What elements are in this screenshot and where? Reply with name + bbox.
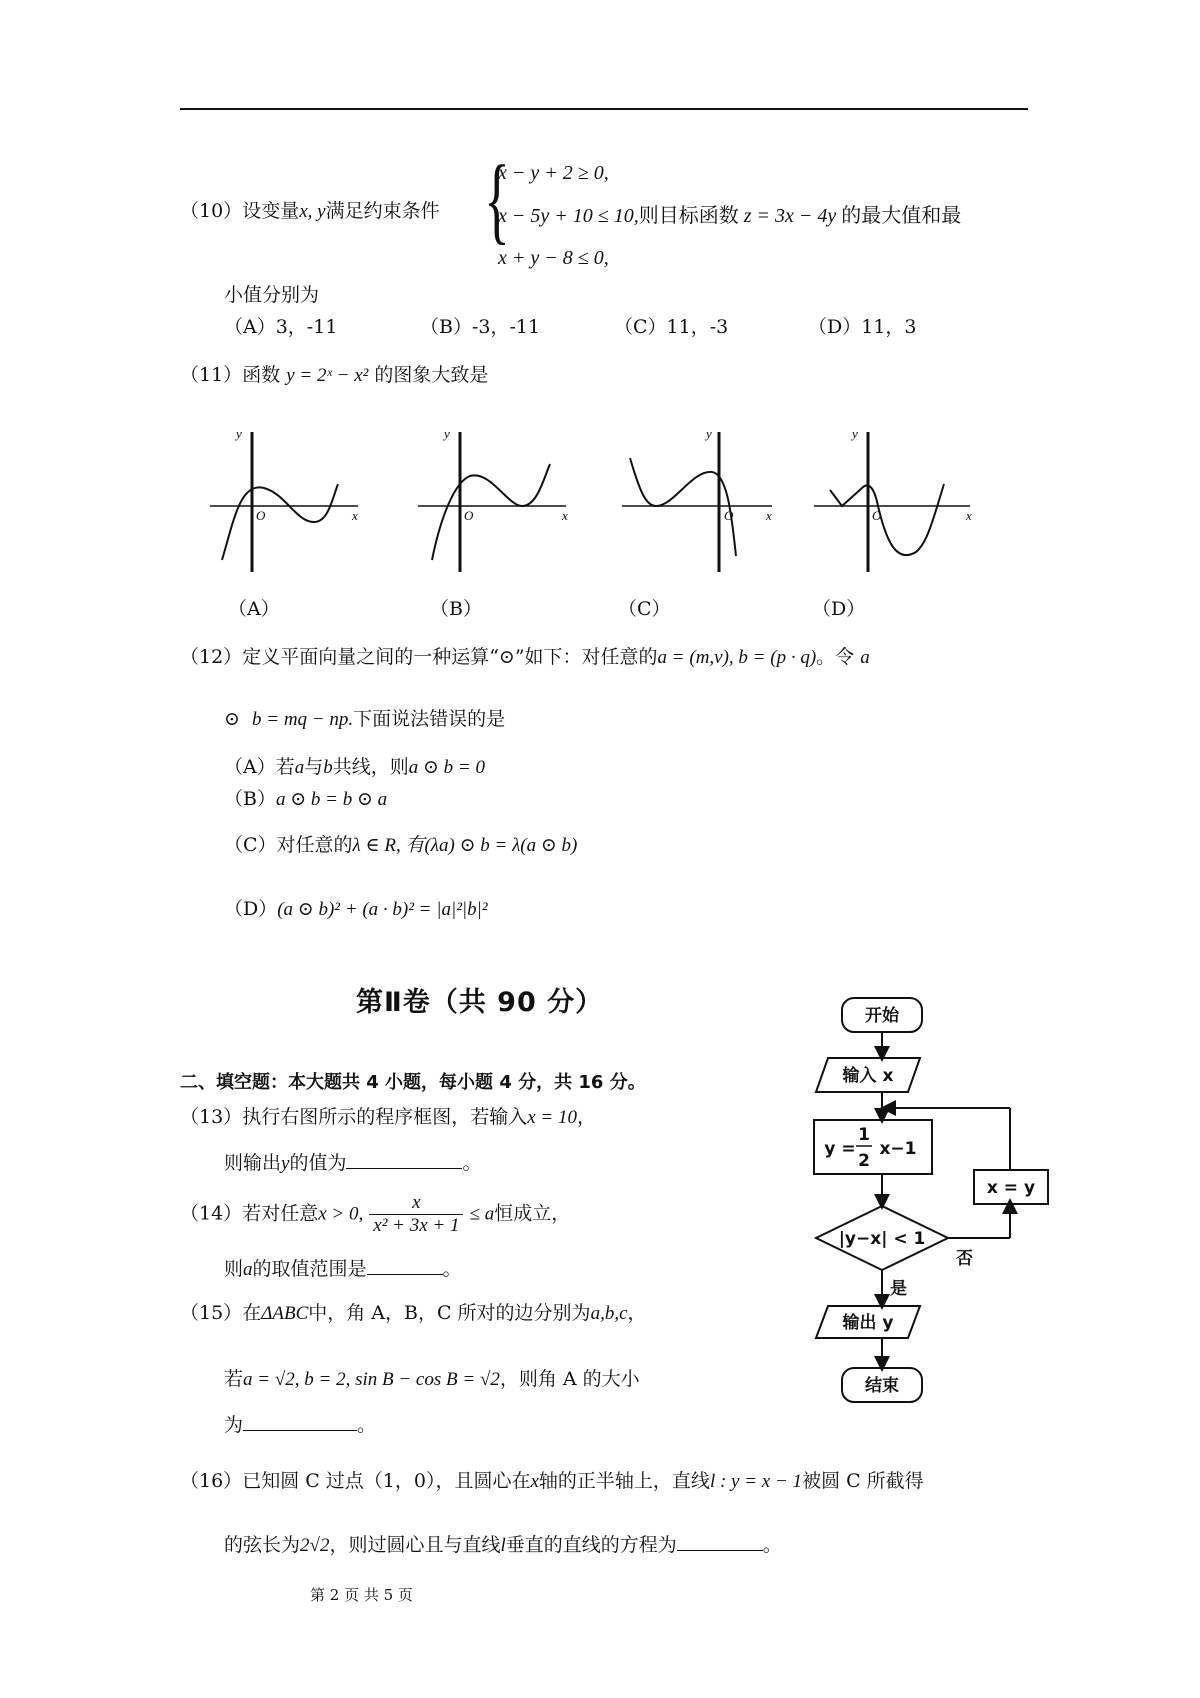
- q16-l1-pre: 已知圆 C 过点（1，0），且圆心在: [242, 1470, 531, 1492]
- q15-l3-pre: 为: [224, 1414, 244, 1436]
- q10-option-a: （A）3，-11: [224, 316, 338, 338]
- q10-constraint-2-row: [498, 194, 961, 237]
- header-rule: [180, 108, 1028, 110]
- q10-constraint-1: x − y + 2 ≥ 0,: [498, 162, 609, 184]
- q12-option-c: [224, 830, 577, 857]
- fc-loop-label: x = y: [986, 1178, 1036, 1198]
- graph-b-x-label: x: [562, 508, 568, 523]
- q14-frac-num: x: [369, 1192, 463, 1215]
- fc-assign-rest: x−1: [879, 1139, 917, 1159]
- fc-input-label: 输入 x: [842, 1066, 894, 1086]
- q16-l2-pre: 的弦长为: [224, 1534, 301, 1556]
- q12-odot: ⊙: [224, 708, 240, 730]
- q10-constraints: [498, 152, 961, 279]
- q15-sides: a,b,c: [590, 1303, 628, 1324]
- q12-a-expr: a ⊙ b = 0: [408, 757, 486, 778]
- q15-l1-pre: 在: [242, 1302, 262, 1324]
- flowchart: [800, 988, 1080, 1428]
- q12-a-var-b: b: [323, 757, 333, 778]
- q14-l2-mid: 的取值范围是: [252, 1258, 367, 1280]
- graph-b-y-label: y: [444, 426, 450, 441]
- q12-a-mid: 与: [304, 756, 324, 778]
- q10-objective: z = 3x − 4y: [743, 205, 837, 227]
- graph-c-origin: O: [724, 508, 734, 523]
- q10-option-d: （D）11，3: [808, 316, 917, 338]
- section-heading: 二、填空题：本大题共 4 小题，每小题 4 分，共 16 分。: [180, 1072, 646, 1093]
- q13-input: x = 10: [527, 1107, 577, 1128]
- q16-l1-x: x: [530, 1471, 539, 1492]
- graph-b-origin: O: [464, 508, 474, 523]
- q12-b-pre: （B）: [224, 788, 276, 810]
- q12-question: 下面说法错误的是: [353, 708, 506, 730]
- q15-triangle: ΔABC: [261, 1303, 309, 1324]
- q14-frac-den: x² + 3x + 1: [373, 1215, 460, 1236]
- q14-line2: [224, 1254, 462, 1281]
- q13-l2-pre: 则输出: [224, 1152, 282, 1174]
- q14-line1: [180, 1192, 570, 1237]
- q16-l1-end: 被圆 C 所截得: [802, 1470, 924, 1492]
- q12-definition: b = mq − np.: [252, 709, 354, 730]
- q14-number: （14）: [180, 1202, 243, 1225]
- q10-constraint-3: x + y − 8 ≤ 0,: [498, 247, 609, 269]
- q12-a-pre: （A）若: [224, 756, 295, 778]
- q16-l1-mid: 轴的正半轴上，直线: [538, 1470, 710, 1492]
- q11-text: 函数: [242, 364, 281, 386]
- graph-d-y-label: y: [852, 426, 858, 441]
- fc-start-label: 开始: [865, 1006, 899, 1026]
- fc-no-label: 否: [956, 1249, 973, 1269]
- graph-c-y-label: y: [706, 426, 712, 441]
- q15-line3: [224, 1410, 376, 1437]
- fc-output-label: 输出 y: [842, 1313, 894, 1333]
- q16-line1: [180, 1466, 924, 1493]
- graph-a: [210, 432, 358, 572]
- graph-d-label: （D）: [812, 598, 866, 620]
- q12-option-d: [224, 894, 488, 921]
- q15-l2-pre: 若: [224, 1368, 244, 1390]
- q15-l3-end: 。: [357, 1414, 377, 1436]
- q10-option-c: （C）11，-3: [614, 316, 729, 338]
- q16-number: （16）: [180, 1470, 243, 1492]
- q12-b-expr: a ⊙ b = b ⊙ a: [275, 789, 388, 810]
- q14-ineq: ≤ a: [469, 1203, 495, 1225]
- q10-text-mid: 满足约束条件: [325, 200, 440, 222]
- q10-vars: x, y: [299, 201, 326, 222]
- graph-d-x-label: x: [966, 508, 972, 523]
- q10-line1: [180, 196, 440, 223]
- q15-answer-blank[interactable]: [243, 1412, 357, 1431]
- q14-l2-pre: 则: [224, 1258, 244, 1280]
- fc-assign-frac-den: 2: [858, 1151, 870, 1171]
- q15-l2-post: ，则角 A 的大小: [499, 1368, 640, 1390]
- q15-number: （15）: [180, 1302, 243, 1324]
- q13-line2: [224, 1148, 481, 1175]
- q15-line1: [180, 1298, 647, 1325]
- q11-stem: [180, 360, 488, 387]
- q14-l2-var: a: [243, 1259, 253, 1280]
- graph-a-origin: O: [256, 508, 266, 523]
- graph-a-x-label: x: [352, 508, 358, 523]
- q11-graphs: [200, 420, 980, 580]
- q14-l2-end: 。: [442, 1258, 462, 1280]
- q13-comma: ，: [576, 1106, 596, 1128]
- q16-line2: [224, 1530, 782, 1557]
- q12-a: a: [860, 647, 870, 668]
- part2-title: 第Ⅱ卷（共 90 分）: [356, 987, 604, 1018]
- q16-answer-blank[interactable]: [677, 1532, 763, 1551]
- fc-end-label: 结束: [865, 1376, 899, 1396]
- graph-c-x-label: x: [766, 508, 772, 523]
- q14-cond: x > 0,: [318, 1203, 364, 1225]
- q14-fraction: [369, 1192, 463, 1237]
- q12-option-a: [224, 752, 485, 779]
- q16-l2-mid2: 垂直的直线的方程为: [505, 1534, 677, 1556]
- q15-l1-mid: 中，角 A，B，C 所对的边分别为: [308, 1302, 591, 1324]
- graph-c-label: （C）: [618, 598, 671, 620]
- q16-chord: 2√2: [300, 1535, 330, 1556]
- q12-option-b: [224, 784, 387, 811]
- q10-tail: 的最大值和最: [841, 203, 962, 227]
- q12-line1: [180, 642, 870, 669]
- fc-yes-label: 是: [890, 1279, 907, 1299]
- page-footer: 第 2 页 共 5 页: [310, 1586, 413, 1604]
- q10-continuation: 小值分别为: [224, 284, 320, 306]
- graph-b-label: （B）: [430, 598, 482, 620]
- graph-d-origin: O: [872, 508, 882, 523]
- q12-d-expr: (a ⊙ b)² + (a · b)² = |a|²|b|²: [277, 899, 488, 920]
- q13-text: 执行右图所示的程序框图，若输入: [242, 1106, 528, 1128]
- q13-l2-end: 。: [462, 1152, 482, 1174]
- q13-l2-y: y: [281, 1153, 290, 1174]
- q12-a-mid2: 共线，则: [332, 756, 409, 778]
- q15-l2-expr: a = √2, b = 2, sin B − cos B = √2: [243, 1369, 500, 1390]
- q12-d-pre: （D）: [224, 898, 278, 920]
- q10-brace: {: [484, 146, 510, 254]
- q11-text-end: 的图象大致是: [374, 364, 489, 386]
- q12-text: 定义平面向量之间的一种运算“⊙”如下：对任意的: [242, 646, 658, 668]
- q10-text: 设变量: [242, 200, 300, 222]
- graph-b: [418, 432, 566, 572]
- q16-l2-mid: ，则过圆心且与直线: [329, 1534, 501, 1556]
- q10-option-b: （B）-3，-11: [420, 316, 541, 338]
- q12-text-end: 。令: [816, 646, 855, 668]
- q11-number: （11）: [180, 364, 243, 386]
- q10-number: （10）: [180, 200, 243, 222]
- q14-answer-blank[interactable]: [367, 1256, 443, 1275]
- q11-function: y = 2ˣ − x²: [286, 365, 369, 386]
- graph-a-label: （A）: [228, 598, 280, 620]
- q13-number: （13）: [180, 1106, 243, 1128]
- q15-line2: [224, 1364, 640, 1391]
- graph-d: [814, 432, 970, 572]
- fc-cond-label: |y−x| < 1: [838, 1229, 926, 1249]
- q12-c-pre: （C）对任意的: [224, 834, 353, 856]
- q12-c-expr: λ ∈ R, 有(λa) ⊙ b = λ(a ⊙ b): [352, 835, 578, 856]
- q10-constraint-2: x − 5y + 10 ≤ 10,: [498, 205, 639, 227]
- q14-post: 恒成立，: [494, 1202, 571, 1225]
- graph-c: [622, 432, 772, 572]
- q13-answer-blank[interactable]: [346, 1150, 462, 1169]
- q12-number: （12）: [180, 646, 243, 668]
- q16-line-eq: l : y = x − 1: [709, 1471, 803, 1492]
- q14-pre: 若对任意: [242, 1202, 319, 1225]
- q13-l2-mid: 的值为: [289, 1152, 347, 1174]
- q16-l2-l: l: [500, 1535, 506, 1556]
- q15-l1-end: ，: [627, 1302, 647, 1324]
- q16-l2-end: 。: [762, 1534, 782, 1556]
- q12-line2: [224, 704, 505, 731]
- fc-assign-y: y =: [824, 1139, 856, 1159]
- q10-objective-text: 则目标函数: [638, 203, 739, 227]
- q12-a-var-a: a: [294, 757, 305, 778]
- fc-assign-frac-num: 1: [858, 1125, 870, 1145]
- graph-a-y-label: y: [236, 426, 242, 441]
- q13-line1: [180, 1102, 596, 1129]
- q12-vectors: a = (m,v), b = (p · q): [657, 647, 817, 668]
